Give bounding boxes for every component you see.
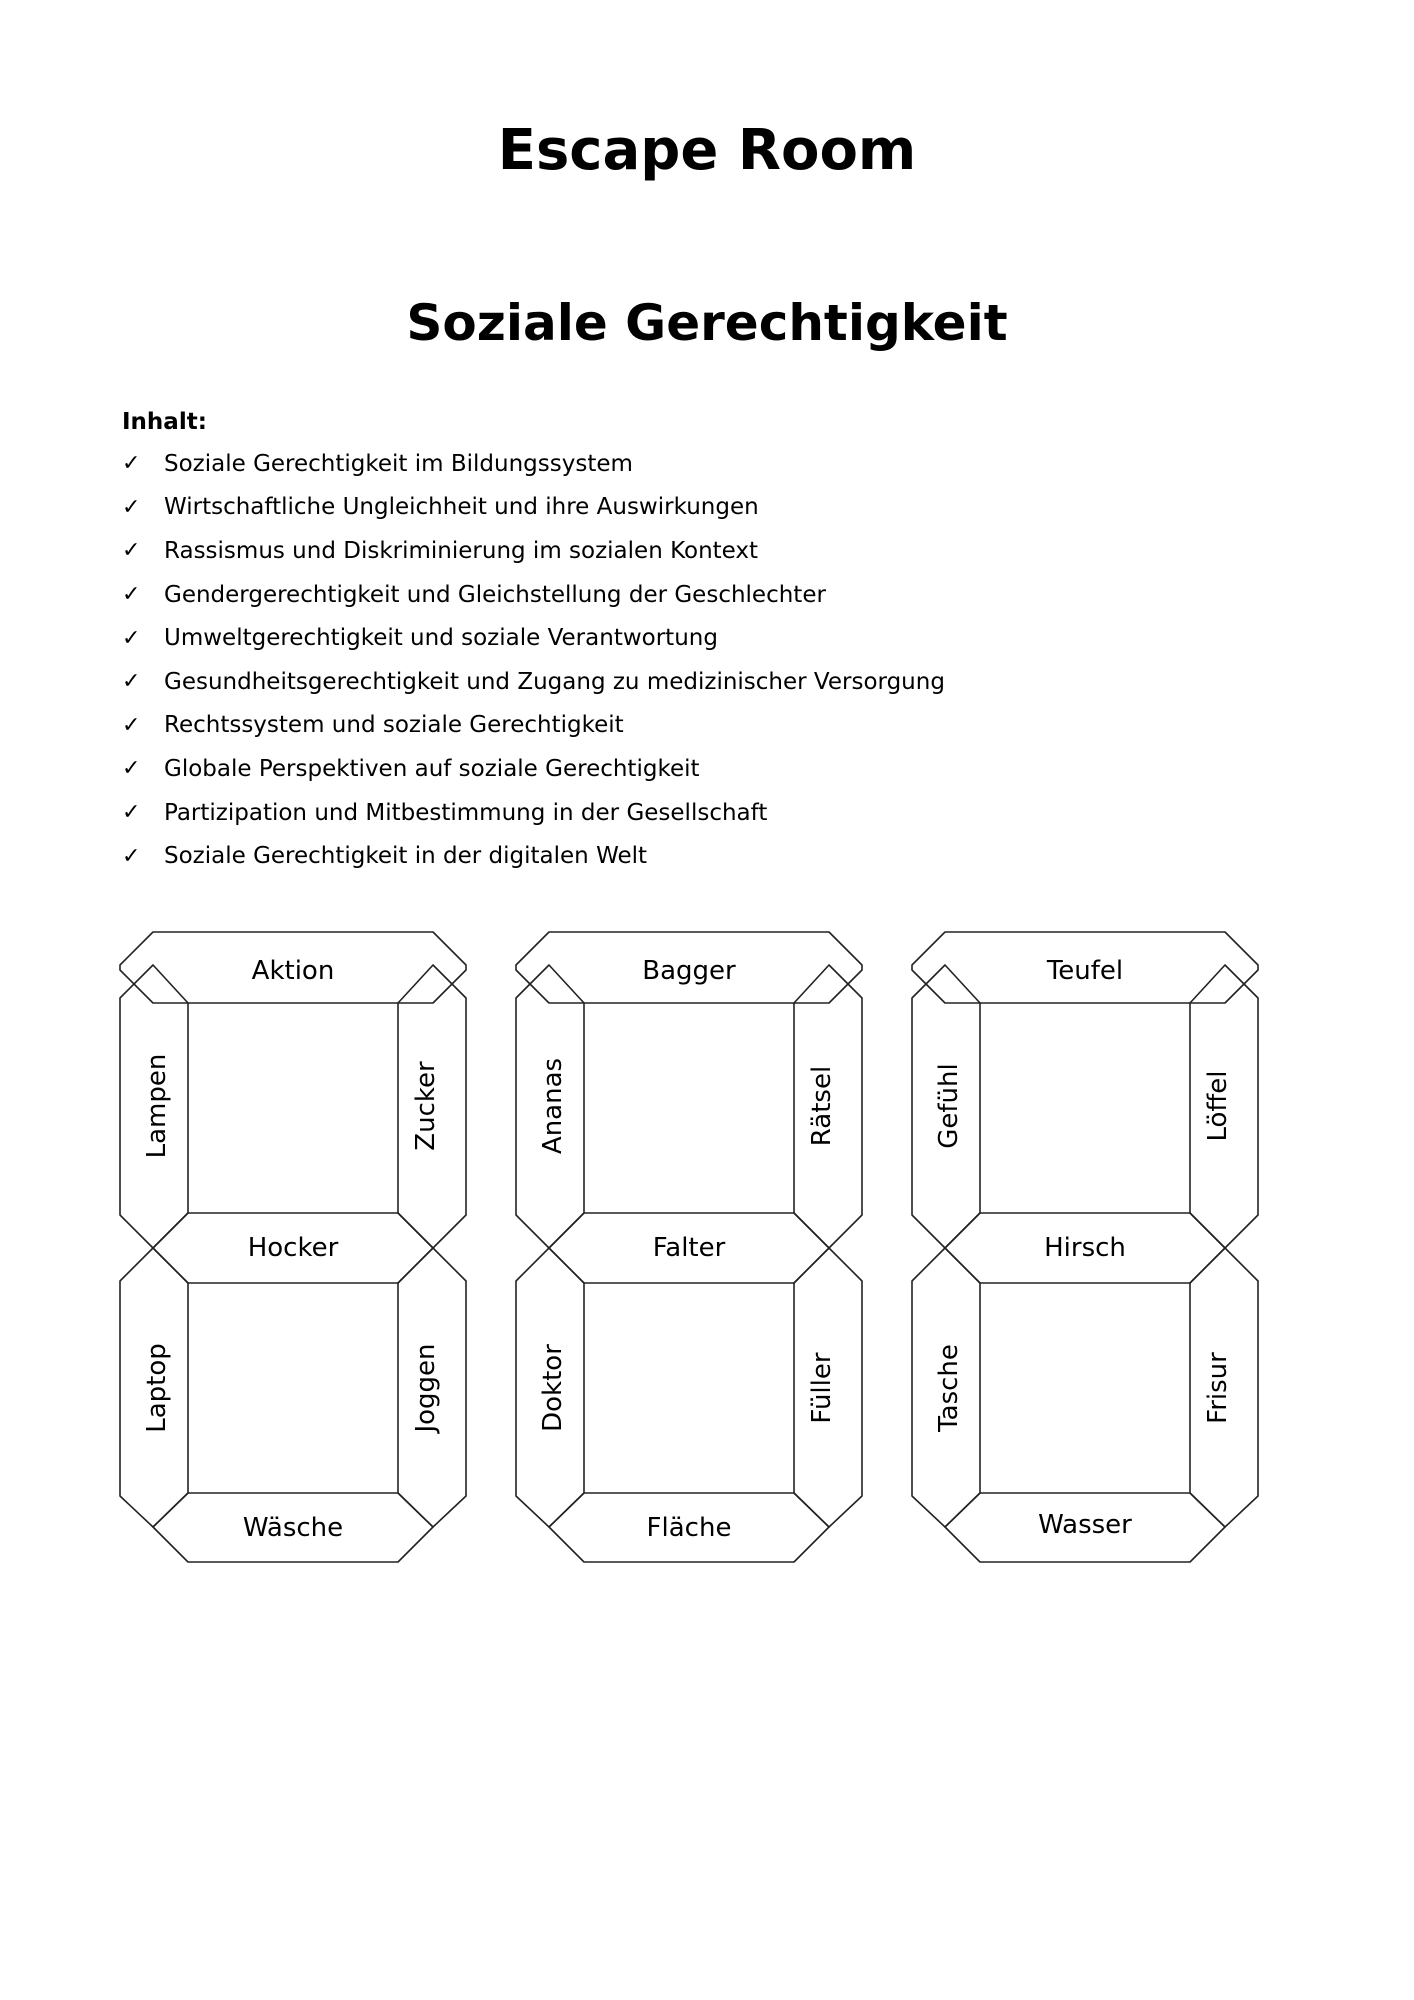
check-icon: ✓: [122, 625, 141, 651]
check-icon: ✓: [122, 756, 141, 782]
segment-upper-left-label: Ananas: [538, 1057, 568, 1155]
list-item-text: Rechtssystem und soziale Gerechtigkeit: [164, 712, 624, 739]
list-item: [122, 616, 945, 660]
segment-bottom-label: Fläche: [646, 1513, 732, 1543]
segment-top-label: Aktion: [251, 956, 335, 986]
segment-lower-left-label: Tasche: [934, 1344, 964, 1432]
list-item: [122, 660, 945, 704]
contents-list: [122, 442, 945, 878]
list-item: [122, 486, 945, 530]
segment-bottom-label: Wäsche: [242, 1513, 344, 1543]
list-item-text: Wirtschaftliche Ungleichheit und ihre Auswirkungen: [164, 494, 759, 521]
segment-upper-left-label: Gefühl: [934, 1063, 964, 1149]
seven-segment-puzzle-3: [912, 932, 1258, 1562]
segment-lower-right-label: Joggen: [411, 1343, 441, 1433]
segment-bottom-label: Wasser: [1038, 1510, 1132, 1540]
check-icon: ✓: [122, 494, 141, 520]
segment-lower-left-label: Doktor: [538, 1344, 568, 1432]
check-icon: ✓: [122, 712, 141, 738]
contents-heading: Inhalt:: [122, 409, 207, 435]
segment-top-label: Teufel: [1046, 956, 1124, 986]
segment-middle-label: Hirsch: [1044, 1233, 1126, 1263]
segment-upper-right-label: Rätsel: [807, 1065, 837, 1147]
list-item: [122, 747, 945, 791]
segment-upper-right-label: Zucker: [411, 1061, 441, 1151]
check-icon: ✓: [122, 451, 141, 477]
list-item: [122, 704, 945, 748]
segment-upper-left-label: Lampen: [142, 1053, 172, 1159]
segment-middle-label: Hocker: [247, 1233, 339, 1263]
list-item-text: Umweltgerechtigkeit und soziale Verantwortung: [164, 625, 718, 652]
list-item-text: Soziale Gerechtigkeit in der digitalen Welt: [164, 843, 648, 870]
seven-segment-puzzle-1: [120, 932, 466, 1562]
segment-lower-right-label: Füller: [807, 1352, 837, 1424]
check-icon: ✓: [122, 669, 141, 695]
list-item-text: Rassismus und Diskriminierung im sozialen Kontext: [164, 537, 759, 564]
list-item-text: Gendergerechtigkeit und Gleichstellung der Geschlechter: [164, 581, 826, 608]
check-icon: ✓: [122, 582, 141, 608]
segment-upper-right-label: Löffel: [1203, 1070, 1233, 1142]
list-item: [122, 834, 945, 878]
check-icon: ✓: [122, 800, 141, 826]
list-item-text: Partizipation und Mitbestimmung in der Gesellschaft: [164, 799, 768, 826]
check-icon: ✓: [122, 538, 141, 564]
list-item: [122, 529, 945, 573]
list-item-text: Soziale Gerechtigkeit im Bildungssystem: [164, 450, 633, 477]
segment-lower-left-label: Laptop: [142, 1343, 172, 1433]
seven-segment-puzzle-2: [516, 932, 862, 1562]
segment-lower-right-label: Frisur: [1203, 1352, 1233, 1424]
segment-top-label: Bagger: [642, 956, 736, 986]
document-title: Escape Room: [497, 118, 917, 183]
check-icon: ✓: [122, 843, 141, 869]
list-item: [122, 791, 945, 835]
segment-middle-label: Falter: [652, 1233, 726, 1263]
document-subtitle: Soziale Gerechtigkeit: [406, 294, 1008, 352]
list-item: [122, 442, 945, 486]
list-item: [122, 573, 945, 617]
list-item-text: Gesundheitsgerechtigkeit und Zugang zu medizinischer Versorgung: [164, 668, 945, 695]
list-item-text: Globale Perspektiven auf soziale Gerechtigkeit: [164, 755, 700, 782]
